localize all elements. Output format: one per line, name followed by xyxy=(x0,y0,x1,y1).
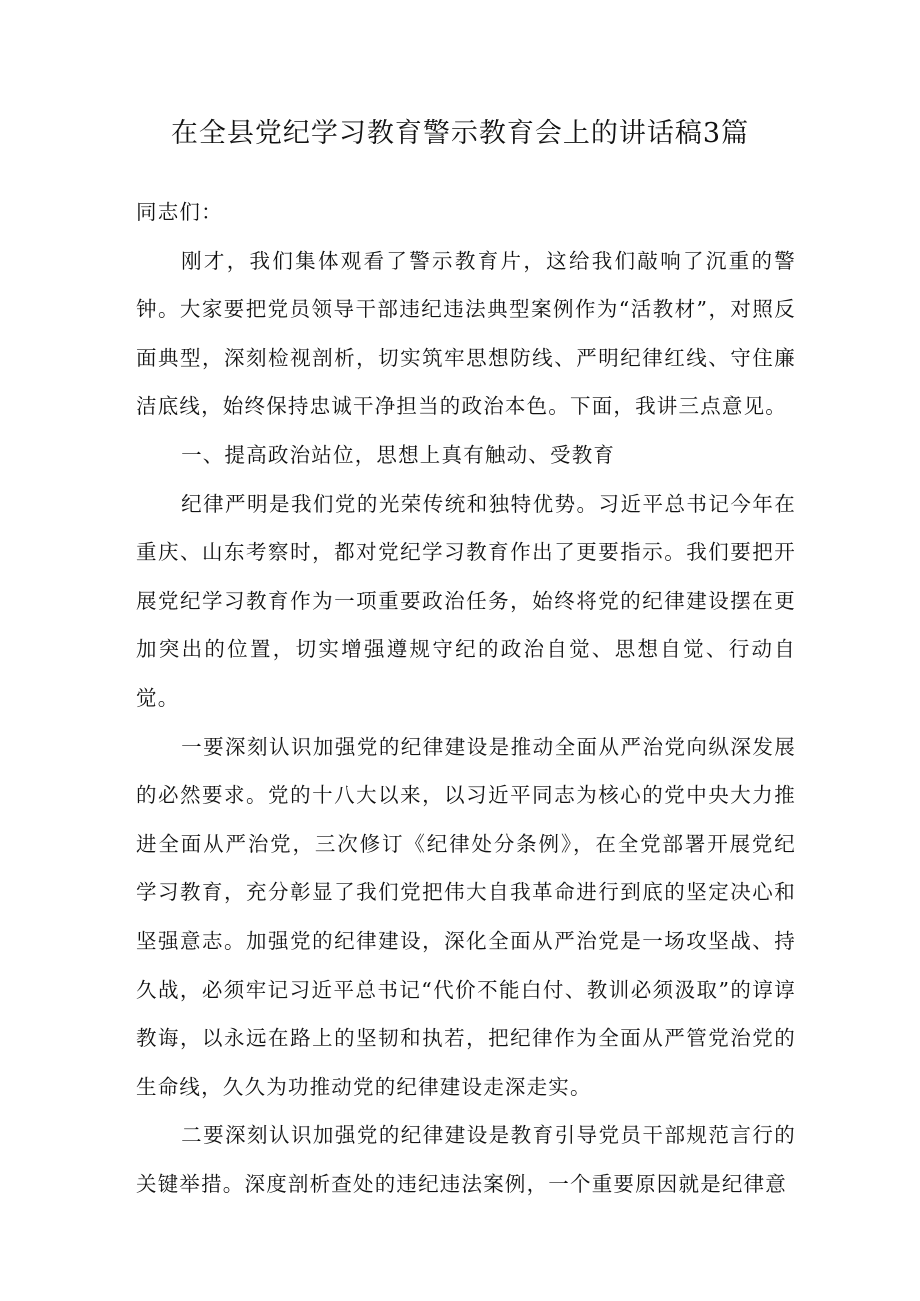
paragraph-discipline: 纪律严明是我们党的光荣传统和独特优势。习近平总书记今年在重庆、山东考察时，都对党纪学习教育作出了更要指示。我们要把开展党纪学习教育作为一项重要政治任务，始终将党的纪律建设摆在更加突出的位置，切实增强遵规守纪的政治自觉、思想自觉、行动自觉。 xyxy=(136,491,796,710)
paragraph-point-1: 一要深刻认识加强党的纪律建设是推动全面从严治党向纵深发展的必然要求。党的十八大以来，以习近平同志为核心的党中央大力推进全面从严治党，三次修订《纪律处分条例》，在全党部署开展党纪学习教育，充分彰显了我们党把伟大自我革命进行到底的坚定决心和坚强意志。加强党的纪律建设，深化全面从严治党是一场攻坚战、持久战，必须牢记习近平总书记“代价不能白付、教训必须汲取”的谆谆教诲，以永远在路上的坚韧和执若，把纪律作为全面从严管党治党的生命线，久久为功推动党的纪律建设走深走实。 xyxy=(136,734,796,1099)
document-title: 在全县党纪学习教育警示教育会上的讲话稿3篇 xyxy=(170,118,750,149)
document-body xyxy=(136,188,796,1208)
paragraph-point-2: 二要深刻认识加强党的纪律建设是教育引导党员干部规范言行的关键举措。深度剖析查处的违纪违法案例，一个重要原因就是纪律意 xyxy=(136,1123,796,1196)
salutation: 同志们： xyxy=(136,200,223,224)
paragraph-intro: 刚才，我们集体观看了警示教育片，这给我们敲响了沉重的警钟。大家要把党员领导干部违纪违法典型案例作为“活教材”，对照反面典型，深刻检视剖析，切实筑牢思想防线、严明纪律红线、守住廉洁底线，始终保持忠诚干净担当的政治本色。下面，我讲三点意见。 xyxy=(136,248,796,419)
section-heading-1: 一、提高政治站位，思想上真有触动、受教育 xyxy=(181,442,616,467)
